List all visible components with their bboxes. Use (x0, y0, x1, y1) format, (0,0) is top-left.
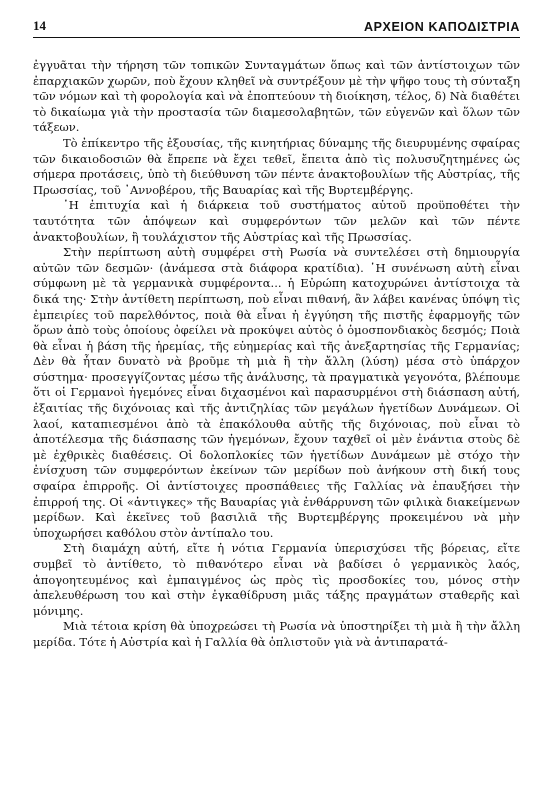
running-title: ΑΡΧΕΙΟΝ ΚΑΠΟΔΙΣΤΡΙΑ (363, 20, 520, 34)
paragraph: ἐγγυᾶται τὴν τήρηση τῶν τοπικῶν Συνταγμάτων ὅπως καὶ τῶν ἀντίστοιχων τῶν ἐπαρχιακῶν χωρῶν, ποὺ ἔχουν κληθεῖ νὰ συντρέξουν μὲ τὴν ψῆφο τους τὴ σύνταξη τῶν νόμων καὶ τὴ φορολογία καὶ νὰ ἐποπτεύουν τὴ διοίκηση, τέλος, δ) Νὰ διαθέτει τὸ δικαίωμα γιὰ τὴν προστασία τῶν διαμεσολαβητῶν, τῶν εὐγενῶν καὶ ὅλων τῶν τάξεων. (33, 58, 520, 135)
body-text (33, 58, 520, 651)
paragraph: Στὴ διαμάχη αὐτή, εἴτε ἡ νότια Γερμανία ὑπερισχύσει τῆς βόρειας, εἴτε συμβεῖ τὸ ἀντίθετο, τὸ πιθανότερο εἶναι νὰ βαδίσει ὁ γερμανικὸς λαός, ἀπογοητευμένος καὶ ἐμπαιγμένος ὡς πρὸς τὶς προσδοκίες του, μόνος στὴν ἀπελευθέρωση του καὶ στὴν ἐγκαθίδρυση μιᾶς τάξης πραγμάτων σταθερῆς καὶ μόνιμης. (33, 541, 520, 618)
page-number: 14 (33, 18, 46, 33)
paragraph: Τὸ ἐπίκεντρο τῆς ἐξουσίας, τῆς κινητήριας δύναμης τῆς διευρυμένης σφαίρας τῶν δικαιοδοσιῶν θὰ ἔπρεπε νὰ ἔχει τεθεῖ, ἔπειτα ἀπὸ τὶς πολυσυζητημένες ὡς σήμερα προτάσεις, ὑπὸ τὴ διεύθυνση τῶν πέντε ἀνακτοβουλίων τῆς Αὐστρίας, τῆς Πρωσσίας, τοῦ ᾿Αννοβέρου, τῆς Βαυαρίας καὶ τῆς Βυρτεμβέργης. (33, 135, 520, 197)
paragraph: ῾Η ἐπιτυχία καὶ ἡ διάρκεια τοῦ συστήματος αὐτοῦ προϋποθέτει τὴν ταυτότητα τῶν ἀπόψεων καὶ συμφερόντων τῶν μελῶν καὶ τῶν πέντε ἀνακτοβουλίων, ἢ τουλάχιστον τῆς Αὐστρίας καὶ τῆς Πρωσσίας. (33, 198, 520, 244)
page-header (33, 18, 520, 38)
paragraph: Στὴν περίπτωση αὐτὴ συμφέρει στὴ Ρωσία νὰ συντελέσει στὴ δημιουργία αὐτῶν τῶν δεσμῶν· (ἀνάμεσα στὰ διάφορα κρατίδια). ῾Η συνένωση αὐτὴ εἶναι σύμφωνη μὲ τὰ γερμανικὰ συμφέροντα... ἡ Εὐρώπη κατοχυρώνει ἀντίστοιχα τὰ δικά της· Στὴν ἀντίθετη περίπτωση, ποὺ εἶναι πιθανή, ἂν λάβει κανένας ὑπόψη τὶς ἐμπειρίες τοῦ παρελθόντος, ποιὰ θὰ εἶναι ἡ ἐγγύηση τῆς πιστῆς ἐφαρμογῆς τῶν ὅρων ἀπὸ τοὺς ὁποίους ὀφείλει νὰ προκύψει αὐτὸς ὁ ὁμοσπονδιακὸς δεσμός; Ποιὰ θὰ εἶναι ἡ βάση τῆς ἠρεμίας, τῆς εὐημερίας καὶ τῆς ἀνεξαρτησίας τῆς Γερμανίας; Δὲν θὰ ἦταν δυνατὸ νὰ βροῦμε τὴ μιὰ ἢ τὴν ἄλλη (λύση) μέσα στὸ ὑπάρχον σύστημα· προσεγγίζοντας μέσω τῆς ἀνάλυσης, τὰ πραγματικὰ γεγονότα, βλέπουμε ὅτι οἱ Γερμανοὶ ἡγεμόνες εἶναι διχασμένοι καὶ παρασυρμένοι στὴ διάσπαση αὐτή, ἐξαιτίας τῆς διχόνοιας καὶ τῆς ἀντιζηλίας τῶν μεγάλων ἡγετίδων Δυνάμεων. Οἱ λαοί, καταπιεσμένοι ἀπὸ τὰ ἐπακόλουθα αὐτῆς τῆς διχόνοιας, ποὺ εἶναι τὸ ἀποτέλεσμα τῆς διάσπασης τῶν ἡγεμόνων, ἔχουν ταχθεῖ οἱ μὲν ἐνάντια στοὺς δὲ μὲ ἐχθρικὲς διαθέσεις. Οἱ δολοπλοκίες τῶν ἡγετίδων Δυνάμεων μὲ στόχο τὴν ἐνίσχυση τῶν συμφερόντων ἐκείνων τῶν μερίδων ποὺ ἀνήκουν στὴ δική τους σφαίρα ἐπιρροῆς. Οἱ ἀντίστοιχες προσπάθειες τῆς Γαλλίας νὰ ἐπαυξήσει τὴν ἐπιρροή της. Οἱ «ἀντιγκες» τῆς Βαυαρίας γιὰ ἐνθάρρυνση τῶν φιλικὰ διακείμενων μερίδων. Καὶ ἐκεῖνες τοῦ βασιλιᾶ τῆς Βυρτεμβέργης προκειμένου νὰ μὴν ὑποχωρήσει καθόλου στὸν ἀντίπαλο του. (33, 245, 520, 540)
paragraph: Μιὰ τέτοια κρίση θὰ ὑποχρεώσει τὴ Ρωσία νὰ ὑποστηρίξει τὴ μιὰ ἢ τὴν ἄλλη μερίδα. Τότε ἡ Αὐστρία καὶ ἡ Γαλλία θὰ ὁπλιστοῦν γιὰ νὰ ἀντιπαρατά- (33, 619, 520, 649)
